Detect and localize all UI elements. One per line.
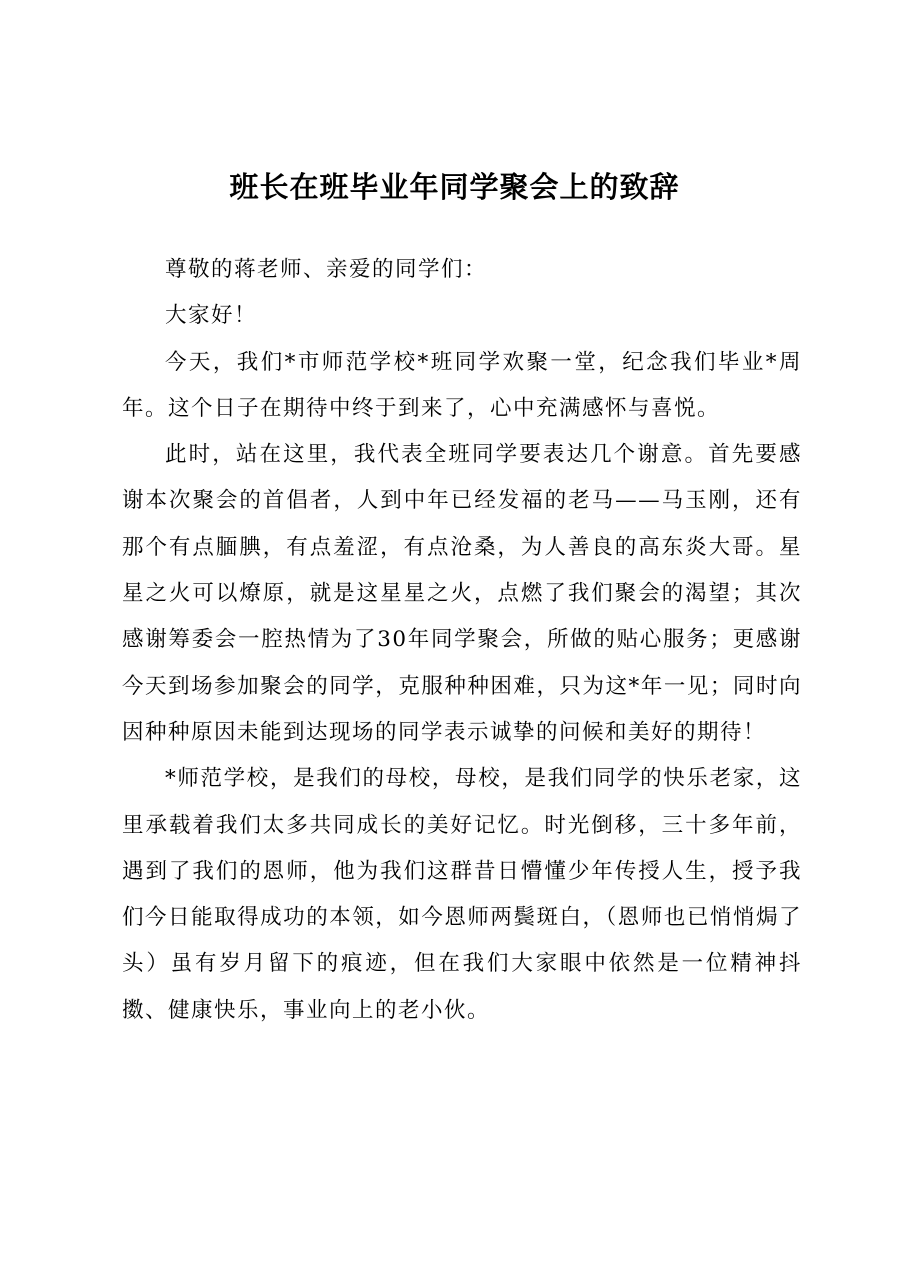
document-body: [122, 247, 802, 1034]
body-paragraph: *师范学校，是我们的母校，母校，是我们同学的快乐老家，这里承载着我们太多共同成长的美好记忆。时光倒移，三十多年前，遇到了我们的恩师，他为我们这群昔日懵懂少年传授人生，授予我们今日能取得成功的本领，如今恩师两鬓斑白，（恩师也已悄悄焗了头）虽有岁月留下的痕迹，但在我们大家眼中依然是一位精神抖擞、健康快乐，事业向上的老小伙。: [122, 766, 802, 1023]
body-paragraph: 此时，站在这里，我代表全班同学要表达几个谢意。首先要感谢本次聚会的首倡者，人到中年已经发福的老马——马玉刚，还有那个有点腼腆，有点羞涩，有点沧桑，为人善良的高东炎大哥。星星之火可以燎原，就是这星星之火，点燃了我们聚会的渴望；其次感谢筹委会一腔热情为了30年同学聚会，所做的贴心服务；更感谢今天到场参加聚会的同学，克服种种困难，只为这*年一见；同时向因种种原因未能到达现场的同学表示诚挚的问候和美好的期待！: [122, 442, 802, 745]
greeting-paragraph: 大家好！: [165, 303, 258, 329]
salutation-paragraph: 尊敬的蒋老师、亲爱的同学们：: [165, 257, 488, 282]
body-paragraph: 今天，我们*市师范学校*班同学欢聚一堂，纪念我们毕业*周年。这个日子在期待中终于到来了，心中充满感怀与喜悦。: [122, 349, 802, 421]
document-title: 班长在班毕业年同学聚会上的致辞: [229, 170, 680, 204]
